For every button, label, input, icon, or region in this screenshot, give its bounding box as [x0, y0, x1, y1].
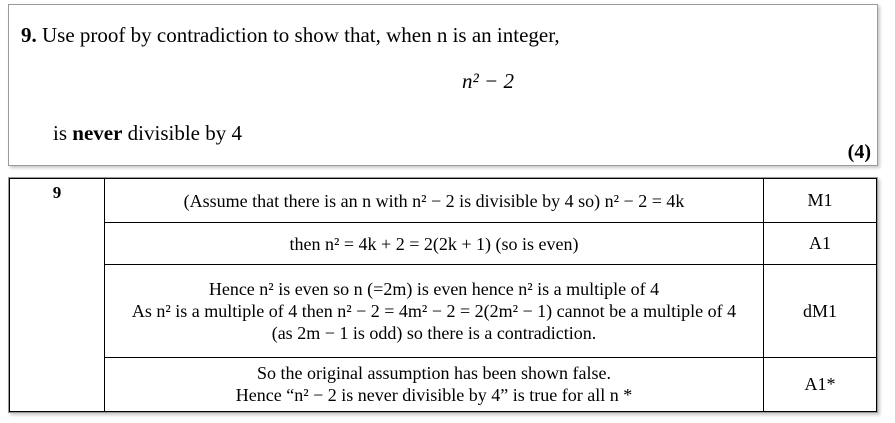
question-number: 9.	[21, 23, 37, 47]
scheme-line: As n² is a multiple of 4 then n² − 2 = 4m² − 2 = 2(2m² − 1) cannot be a multiple of 4	[131, 301, 737, 322]
scheme-line: (as 2m − 1 is odd) so there is a contradiction.	[271, 323, 597, 344]
question-text: Use proof by contradiction to show that, when n is an integer,	[42, 23, 560, 47]
scheme-mark: A1	[764, 223, 877, 265]
question-marks: (4)	[847, 141, 871, 163]
scheme-line: then n² = 4k + 2 = 2(2k + 1) (so is even)	[289, 233, 579, 254]
scheme-line: Hence n² is even so n (=2m) is even hence n² is a multiple of 4	[208, 279, 660, 300]
scheme-step	[105, 179, 764, 223]
question-stem	[21, 23, 560, 48]
scheme-line: So the original assumption has been shown false.	[257, 363, 611, 384]
scheme-line: (Assume that there is an n with n² − 2 is divisible by 4 so) n² − 2 = 4k	[183, 190, 685, 211]
scheme-step	[105, 223, 764, 265]
scheme-question-number: 9	[10, 179, 105, 412]
question-conclusion	[53, 121, 242, 146]
mark-scheme-table	[8, 177, 878, 413]
scheme-row	[10, 223, 877, 265]
scheme-row	[10, 265, 877, 357]
question-box	[8, 4, 878, 166]
conclusion-prefix: is	[53, 121, 68, 145]
conclusion-bold: never	[72, 121, 123, 145]
question-formula: n² − 2	[462, 69, 514, 93]
scheme-row	[10, 357, 877, 411]
scheme-mark: M1	[764, 179, 877, 223]
conclusion-suffix: divisible by 4	[127, 121, 243, 145]
scheme-mark: dM1	[764, 265, 877, 357]
scheme-step	[105, 265, 764, 357]
scheme-mark: A1*	[764, 357, 877, 411]
scheme-line: Hence “n² − 2 is never divisible by 4” is true for all n *	[235, 385, 633, 406]
scheme-step	[105, 357, 764, 411]
scheme-row	[10, 179, 877, 223]
